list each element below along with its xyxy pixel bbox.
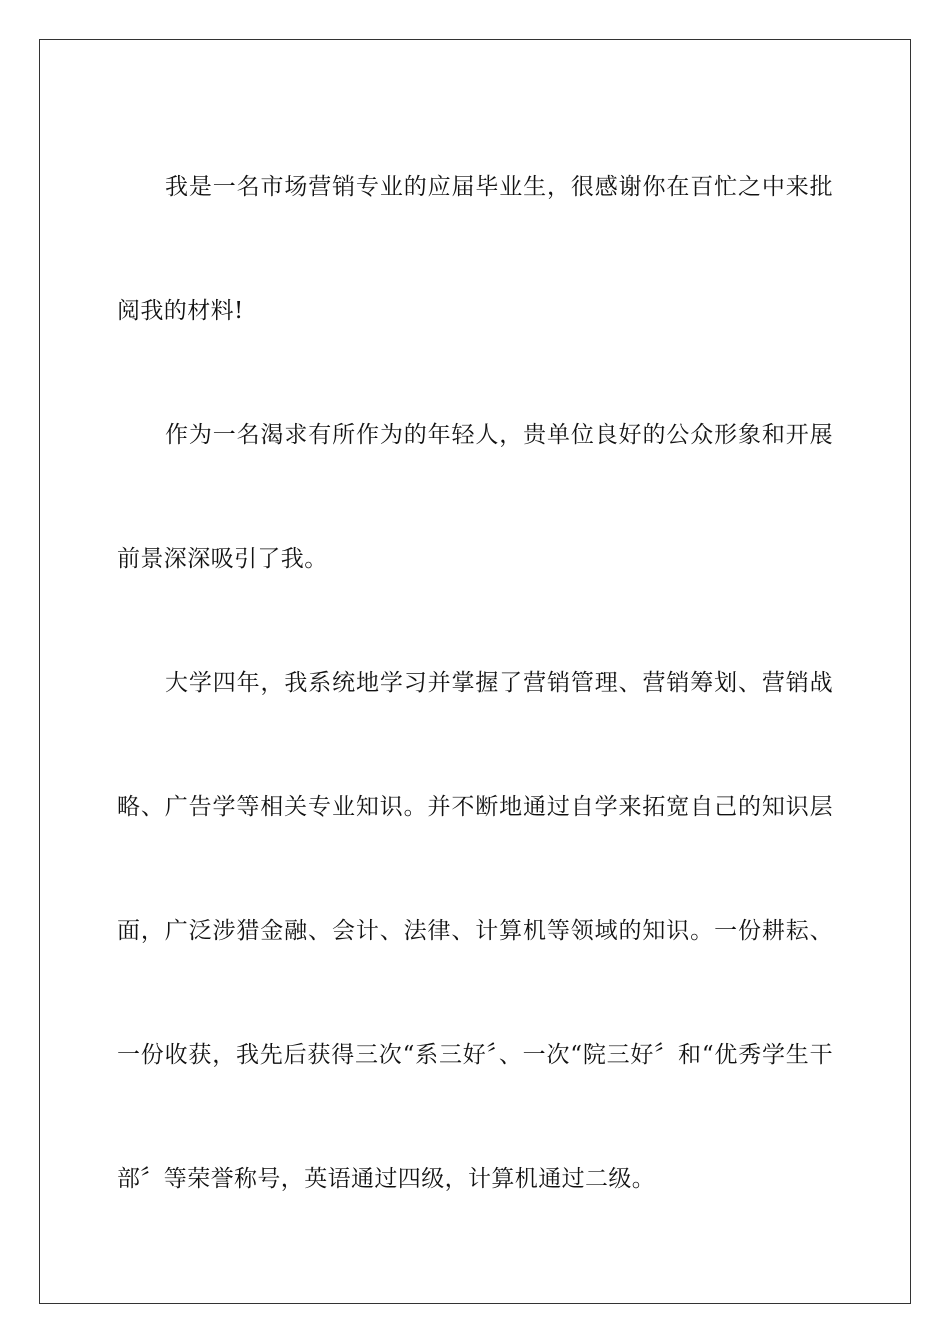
paragraph-3: 大学四年，我系统地学习并掌握了营销管理、营销筹划、营销战略、广告学等相关专业知识。并不断地通过自学来拓宽自己的知识层面，广泛涉猎金融、会计、法律、计算机等领域的知识。一份耕耘、一份收获，我先后获得三次“系三好〞、一次“院三好〞和“优秀学生干部〞等荣誉称号，英语通过四级，计算机通过二级。	[117, 670, 833, 1192]
paragraph-1: 我是一名市场营销专业的应届毕业生，很感谢你在百忙之中来批阅我的材料!	[117, 174, 833, 324]
document-body	[117, 125, 833, 1241]
paragraph-2: 作为一名渴求有所作为的年轻人，贵单位良好的公众形象和开展前景深深吸引了我。	[117, 422, 833, 572]
